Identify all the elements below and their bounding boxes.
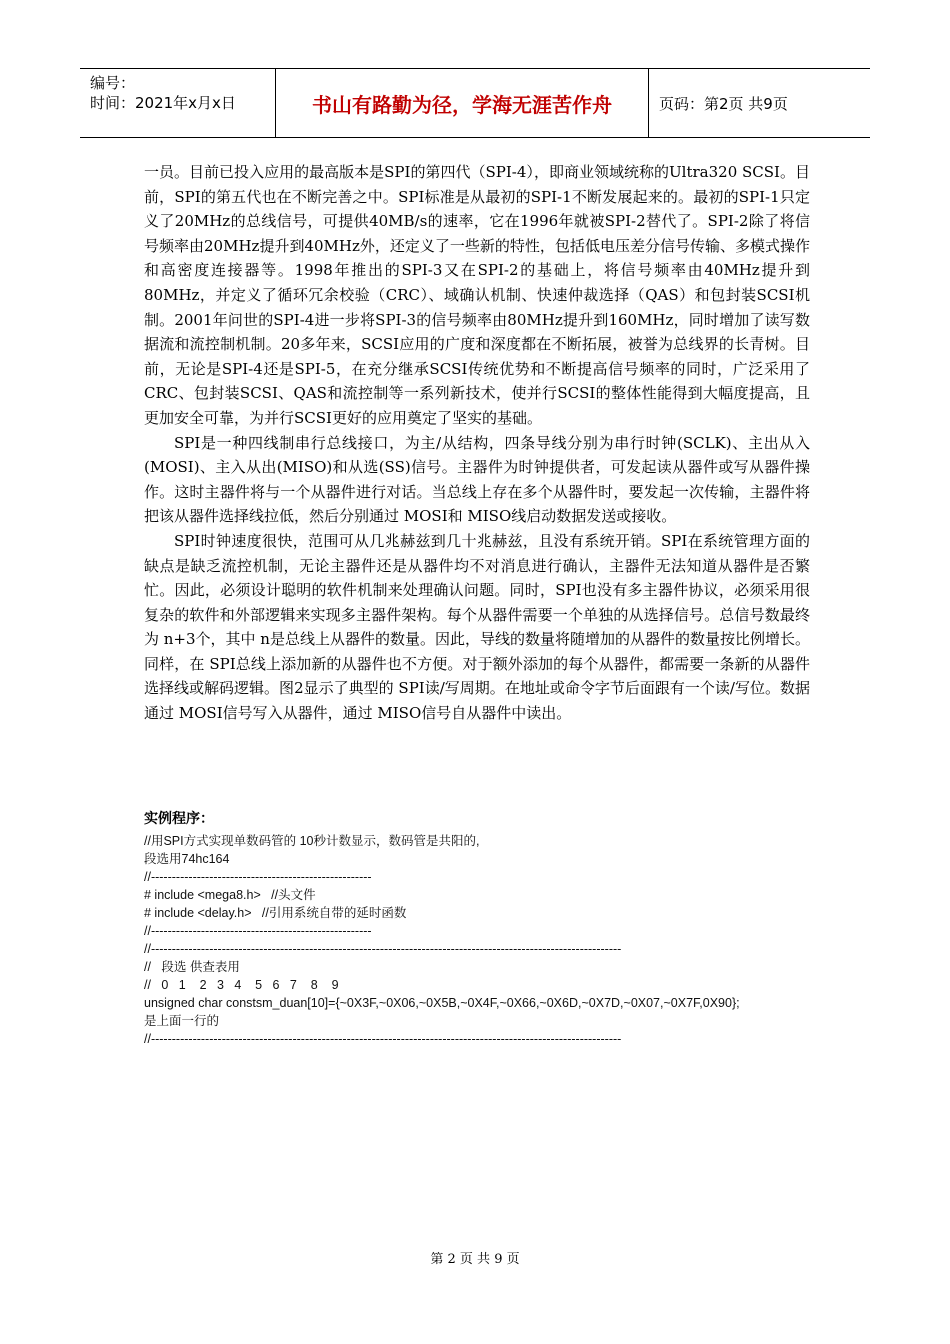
code-line: // 0 1 2 3 4 5 6 7 8 9 [144,978,339,992]
section-title: 实例程序： [144,811,214,827]
code-line: # include <mega8.h> //头文件 [144,888,316,902]
time-label: 时间：2021年x月x日 [90,94,236,112]
header-page-info: 页码：第2页 共9页 [659,94,788,113]
page-footer: 第 2 页 共 9 页 [430,1252,520,1267]
code-line: 是上面一行的 [144,1014,220,1028]
code-line: // 段选 供查表用 [144,960,240,974]
number-label: 编号： [90,74,136,92]
paragraph-2: SPI是一种四线制串行总线接口，为主/从结构，四条导线分别为串行时钟(SCLK)、主出从入(MOSI)、主入从出(MISO)和从选(SS)信号。主器件为时钟提供者，可发起读从器件或写从器件操作。这时主器件将与一个从器件进行对话。当总线上存在多个从器件时，要发起一次传输，主器件将把该从器件选择线拉低，然后分别通过 MOSI和 MISO线启动数据发送或接收。 [144,433,810,526]
header-meta [80,69,276,137]
code-line: 段选用74hc164 [144,852,230,866]
code-block [144,832,844,1048]
body-text [144,160,810,726]
code-line: //----------------------------------------------------------------------------------------------------------------- [144,1032,622,1046]
page-header [80,68,870,138]
code-line: //----------------------------------------------------- [144,870,372,884]
code-line: //----------------------------------------------------------------------------------------------------------------- [144,942,622,956]
paragraph-3: SPI时钟速度很快，范围可从几兆赫兹到几十兆赫兹，且没有系统开销。SPI在系统管理方面的缺点是缺乏流控机制，无论主器件还是从器件均不对消息进行确认，主器件无法知道从器件是否繁忙。因此，必须设计聪明的软件机制来处理确认问题。同时，SPI也没有多主器件协议，必须采用很复杂的软件和外部逻辑来实现多主器件架构。每个从器件需要一个单独的从选择信号。总信号数最终为 n+3个，其中 n是总线上从器件的数量。因此，导线的数量将随增加的从器件的数量按比例增长。同样，在 SPI总线上添加新的从器件也不方便。对于额外添加的每个从器件，都需要一条新的从器件选择线或解码逻辑。图2显示了典型的 SPI读/写周期。在地址或命令字节后面跟有一个读/写位。数据通过 MOSI信号写入从器件，通过 MISO信号自从器件中读出。 [144,531,810,723]
code-line: //用SPI方式实现单数码管的 10秒计数显示，数码管是共阳的, [144,834,480,848]
code-line: unsigned char constsm_duan[10]={~0X3F,~0X06,~0X5B,~0X4F,~0X66,~0X6D,~0X7D,~0X07,~0X7F,0X90}; [144,996,740,1010]
paragraph-1: 一员。目前已投入应用的最高版本是SPI的第四代（SPI-4），即商业领域统称的Ultra320 SCSI。目前，SPI的第五代也在不断完善之中。SPI标准是从最初的SPI-1不断发展起来的。最初的SPI-1只定义了20MHz的总线信号，可提供40MB/s的速率，它在1996年就被SPI-2替代了。SPI-2除了将信号频率由20MHz提升到40MHz外，还定义了一些新的特性，包括低电压差分信号传输、多模式操作和高密度连接器等。1998年推出的SPI-3又在SPI-2的基础上，将信号频率由40MHz提升到80MHz，并定义了循环冗余校验（CRC）、域确认机制、快速仲裁选择（QAS）和包封装SCSI机制。2001年问世的SPI-4进一步将SPI-3的信号频率由80MHz提升到160MHz，同时增加了读写数据流和流控制机制。20多年来，SCSI应用的广度和深度都在不断拓展，被誉为总线界的长青树。目前，无论是SPI-4还是SPI-5，在充分继承SCSI传统优势和不断提高信号频率的同时，广泛采用了CRC、包封装SCSI、QAS和流控制等一系列新技术，使并行SCSI的整体性能得到大幅度提高，且更加安全可靠，为并行SCSI更好的应用奠定了坚实的基础。 [144,163,810,427]
header-motto: 书山有路勤为径，学海无涯苦作舟 [276,69,649,137]
code-line: //----------------------------------------------------- [144,924,372,938]
code-line: # include <delay.h> //引用系统自带的延时函数 [144,906,407,920]
